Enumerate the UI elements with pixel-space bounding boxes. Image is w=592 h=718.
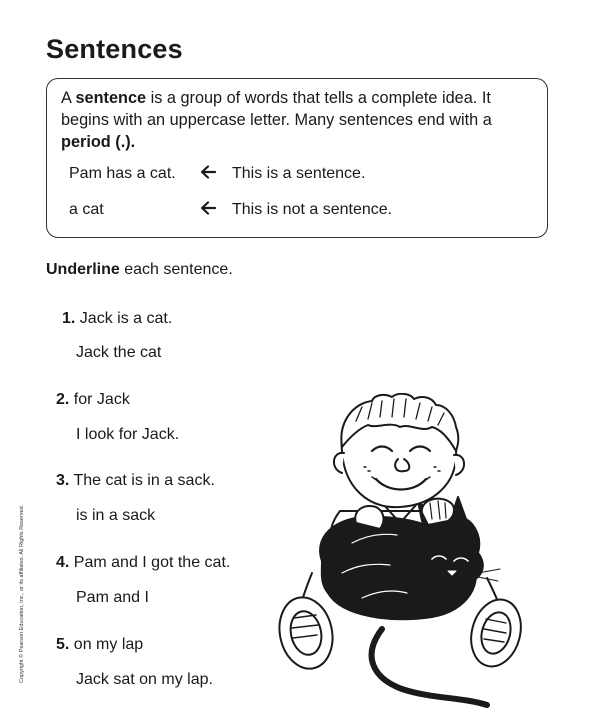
directions bbox=[46, 261, 233, 279]
definition-term-sentence: sentence bbox=[75, 89, 147, 107]
item-choice-b bbox=[76, 426, 179, 444]
definition-box bbox=[46, 78, 548, 238]
item-choice-a bbox=[62, 310, 172, 328]
item-number: 5. bbox=[56, 636, 70, 653]
choice-text: I look for Jack. bbox=[76, 426, 180, 443]
choice-text: is in a sack bbox=[76, 507, 156, 524]
item-choice-a bbox=[56, 391, 130, 409]
choice-text: Pam and I bbox=[76, 589, 149, 606]
choice-text: The cat is in a sack. bbox=[73, 472, 215, 489]
example-note: This is a sentence. bbox=[232, 165, 366, 182]
choice-text: Jack the cat bbox=[76, 344, 162, 361]
item-choice-b bbox=[76, 507, 155, 525]
copyright-notice: Copyright © Pearson Education, Inc., or its affiliates. All Rights Reserved. bbox=[19, 504, 25, 683]
example-text: a cat bbox=[69, 201, 104, 218]
item-choice-b bbox=[76, 589, 149, 607]
choice-text: Pam and I got the cat. bbox=[73, 554, 231, 571]
item-number: 2. bbox=[56, 391, 70, 408]
definition-part-2: is a group of words that tells a complete idea. It begins with an uppercase letter. Many sentences end with a bbox=[61, 89, 492, 129]
item-number: 1. bbox=[62, 310, 76, 327]
item-choice-b bbox=[76, 671, 213, 689]
item-choice-a bbox=[56, 472, 215, 490]
example-note: This is not a sentence. bbox=[232, 201, 393, 218]
item-number: 3. bbox=[56, 472, 70, 489]
example-text: Pam has a cat. bbox=[69, 165, 176, 182]
choice-text: Jack sat on my lap. bbox=[76, 671, 213, 688]
directions-rest: each sentence. bbox=[119, 261, 233, 278]
choice-text: for Jack bbox=[73, 391, 130, 408]
choice-text: Jack is a cat. bbox=[79, 310, 173, 327]
boy-with-cat-illustration bbox=[272, 393, 532, 711]
definition-part-3: . bbox=[130, 133, 136, 151]
definition-part-1: A bbox=[61, 89, 76, 107]
page-title: Sentences bbox=[46, 34, 183, 64]
left-arrow-icon bbox=[199, 163, 217, 181]
item-number: 4. bbox=[56, 554, 70, 571]
left-arrow-icon bbox=[199, 199, 217, 217]
item-choice-a bbox=[56, 554, 230, 572]
item-choice-b bbox=[76, 344, 161, 362]
directions-verb: Underline bbox=[46, 261, 120, 278]
definition-text bbox=[61, 87, 541, 153]
choice-text: on my lap bbox=[73, 636, 144, 653]
item-choice-a bbox=[56, 636, 143, 654]
definition-term-period: period (.) bbox=[61, 133, 131, 151]
